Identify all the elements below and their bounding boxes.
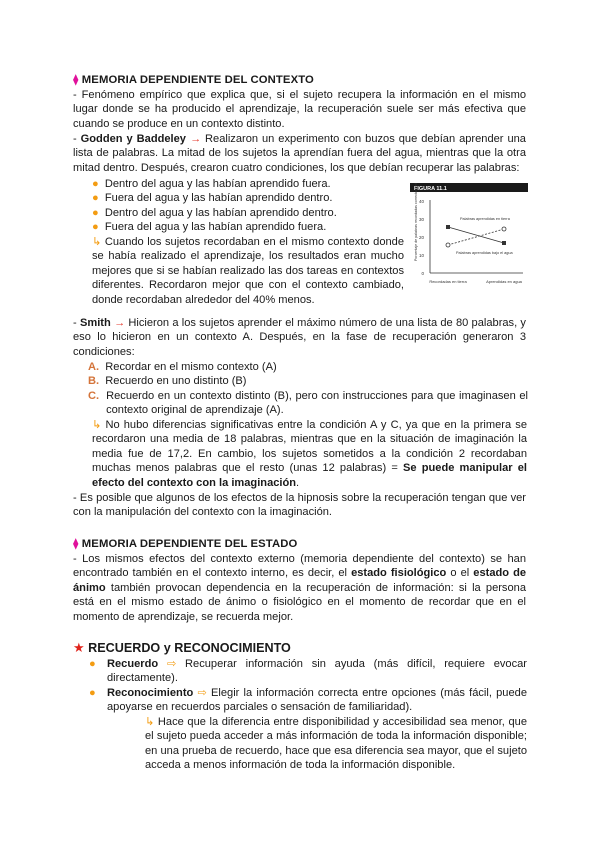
list-item: ● Reconocimiento ⇨ Elegir la información correcta entre opciones (más fácil, puede apoyarse en recuerdos parciales o sensación de familiaridad).	[89, 687, 527, 714]
return-arrow-icon: ↳	[92, 419, 102, 431]
list-item: B. Recuerdo en uno distinto (B)	[88, 375, 247, 388]
list-item: ● Fuera del agua y las habían aprendido fuera.	[92, 221, 327, 234]
y-tick: 10	[418, 253, 424, 258]
section-title-estado: ⧫ MEMORIA DEPENDIENTE DEL ESTADO	[73, 538, 298, 550]
diamond-icon: ⧫	[73, 74, 79, 86]
series-label: Palabras aprendidas bajo el agua	[456, 251, 513, 255]
smith-conditions	[88, 360, 528, 418]
data-point	[502, 241, 506, 245]
intro-paragraph: - Fenómeno empírico que explica que, si el sujeto recupera la información en el mismo lugar donde se ha producido el aprendizaje, la recuperación suele ser más efectiva que cuando se produce en un contexto distinto.	[73, 89, 526, 130]
list-item: ● Dentro del agua y las habían aprendido dentro.	[92, 206, 337, 219]
smith-name: Smith	[79, 317, 111, 329]
y-axis-label: Porcentaje de palabras recordadas correctamente	[414, 183, 418, 261]
series-line-2	[448, 229, 504, 245]
recuerdo-item	[89, 657, 527, 686]
conditions-list	[92, 177, 412, 235]
hypnosis-paragraph: - Es posible que algunos de los efectos de la hipnosis sobre la recuperación tengan que ver con la manipulación del contexto con la imaginación.	[73, 492, 527, 519]
x-label: Aprendidas en agua	[486, 279, 522, 284]
data-point	[446, 225, 450, 229]
reconocimiento-note: ↳ Hace que la diferencia entre disponibilidad y accesibilidad sea menor, que el sujeto pueda acceder a más información de toda la información disponible; en una prueba de recuerdo, hace que esa diferencia sea mayor, que el sujeto acceda a menos información de toda la información disponible.	[145, 716, 527, 772]
y-tick: 30	[418, 217, 424, 222]
arrow-right-icon: →	[189, 133, 202, 145]
smith-result: ↳ No hubo diferencias significativas entre la condición A y C, ya que en la primera se recordaron una media de 18 palabras, mientras que en la situación de imaginación la media fue de 17,2. En cambio, los sujetos sometidos a la condición 2 recordaban muchas menos palabras que el resto (unas 12 palabras) = Se puede manipular el efecto del contexto con la imaginación.	[92, 419, 527, 489]
y-tick: 0	[421, 271, 424, 276]
data-point	[446, 243, 450, 247]
double-arrow-icon: ⇨	[197, 687, 207, 699]
godden-name: Godden y Baddeley	[80, 133, 186, 145]
double-arrow-icon: ⇨	[166, 658, 177, 670]
series-label: Palabras aprendidas en tierra	[460, 217, 510, 221]
figure-11-1	[410, 183, 528, 298]
list-item: C. Recuerdo en un contexto distinto (B), pero con instrucciones para que imaginasen el contexto original de aprendizaje (A).	[88, 389, 528, 417]
list-item: ● Dentro del agua y las habían aprendido fuera.	[92, 178, 331, 190]
godden-paragraph: - Godden y Baddeley → Realizaron un experimento con buzos que debían aprender una lista de palabras. La mitad de los sujetos la aprendían fuera del agua, mientras que la otra mitad dentro. Después, crearon cuatro condiciones, los que debían recuperar las palabras:	[73, 133, 526, 174]
section-title-contexto: ⧫ MEMORIA DEPENDIENTE DEL CONTEXTO	[73, 74, 314, 86]
smith-paragraph: - Smith → Hicieron a los sujetos aprender el máximo número de una lista de 80 palabras, y eso lo hicieron en un contexto A. Después, en la fase de recuperación generaron 3 condiciones:	[73, 317, 526, 358]
diamond-icon: ⧫	[73, 538, 79, 550]
star-icon: ★	[73, 640, 85, 655]
section-title-recuerdo: ★ RECUERDO y RECONOCIMIENTO	[73, 640, 291, 655]
return-arrow-icon: ↳	[92, 236, 102, 248]
list-item: ● Recuerdo ⇨ Recuperar información sin ayuda (más difícil, requiere evocar directamente).	[89, 658, 527, 685]
list-item: A. Recordar en el mismo contexto (A)	[88, 361, 277, 373]
estado-paragraph: - Los mismos efectos del contexto externo (memoria dependiente del contexto) se han encontrado también en el contexto interno, es decir, el estado fisiológico o el estado de ánimo también provocan dependencia en la recuperación de información: si la persona está en el mismo estado de ánimo o fisiológico en el momento de recordar que en el momento de aprendizaje, se recuerda mejor.	[73, 553, 527, 623]
reconocimiento-item	[89, 686, 527, 715]
y-tick: 20	[418, 235, 424, 240]
data-point	[502, 227, 506, 231]
return-arrow-icon: ↳	[145, 716, 155, 728]
godden-result: ↳ Cuando los sujetos recordaban en el mismo contexto donde se había realizado el aprendizaje, los resultados eran mucho mejores que si se habían realizado las dos tareas en contextos diferentes. Recordaron mejor que con el contexto cambiado, donde recordaban alrededor del 40% menos.	[92, 236, 404, 306]
figure-graph	[410, 183, 528, 298]
x-label: Recordadas en tierra	[429, 279, 467, 284]
series-line-1	[448, 227, 504, 243]
arrow-right-icon: →	[114, 317, 126, 329]
list-item: ● Fuera del agua y las habían aprendido dentro.	[92, 192, 333, 205]
figure-label: FIGURA 11.1	[414, 186, 447, 192]
y-tick: 40	[418, 199, 424, 204]
